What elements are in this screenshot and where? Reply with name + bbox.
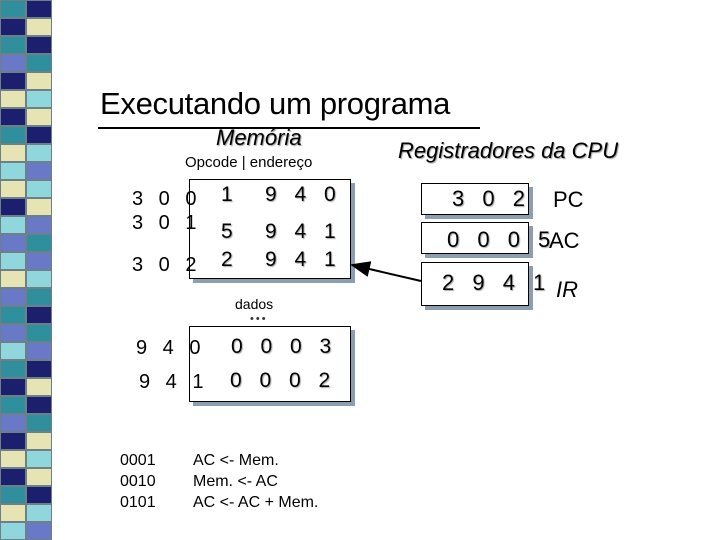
register-label-ac: AC bbox=[549, 228, 580, 253]
register-value-ac: 0 0 0 5 bbox=[447, 227, 557, 252]
instruction-opcode: 5 bbox=[221, 220, 233, 243]
register-label-ir: IR bbox=[556, 277, 578, 302]
instruction-operand: 9 4 1 bbox=[265, 248, 342, 271]
memory-data-value: 0 0 0 3 bbox=[231, 335, 338, 358]
instruction-opcode: 1 bbox=[221, 183, 233, 206]
memory-address: 3 0 1 bbox=[132, 212, 202, 234]
memory-address: 9 4 0 bbox=[136, 337, 206, 359]
memory-address: 9 4 1 bbox=[139, 371, 209, 393]
memory-heading: Memória bbox=[216, 125, 302, 150]
register-value-pc: 3 0 2 bbox=[452, 186, 531, 211]
data-section-marker: ••• bbox=[250, 313, 268, 325]
register-value-ir: 2 9 4 1 bbox=[442, 270, 552, 295]
memory-data-value: 0 0 0 2 bbox=[230, 369, 337, 392]
opcode-code: 0101 bbox=[120, 494, 156, 511]
cpu-registers-heading: Registradores da CPU bbox=[398, 138, 619, 163]
data-section-label: dados bbox=[235, 296, 274, 312]
opcode-code: 0010 bbox=[120, 473, 156, 490]
instruction-opcode: 2 bbox=[221, 248, 233, 271]
opcode-meaning: AC <- AC + Mem. bbox=[193, 494, 319, 511]
memory-column-header: Opcode | endereço bbox=[185, 154, 313, 171]
instruction-operand: 9 4 0 bbox=[265, 183, 342, 206]
register-label-pc: PC bbox=[553, 187, 584, 212]
memory-address: 3 0 2 bbox=[132, 254, 202, 276]
opcode-legend-meanings bbox=[193, 450, 318, 513]
opcode-code: 0001 bbox=[120, 452, 156, 469]
instruction-operand: 9 4 1 bbox=[265, 220, 342, 243]
opcode-legend-codes bbox=[120, 450, 156, 513]
slide-title: Executando um programa bbox=[100, 86, 451, 121]
opcode-meaning: Mem. <- AC bbox=[193, 473, 278, 490]
opcode-meaning: AC <- Mem. bbox=[193, 452, 279, 469]
memory-address: 3 0 0 bbox=[132, 188, 202, 210]
